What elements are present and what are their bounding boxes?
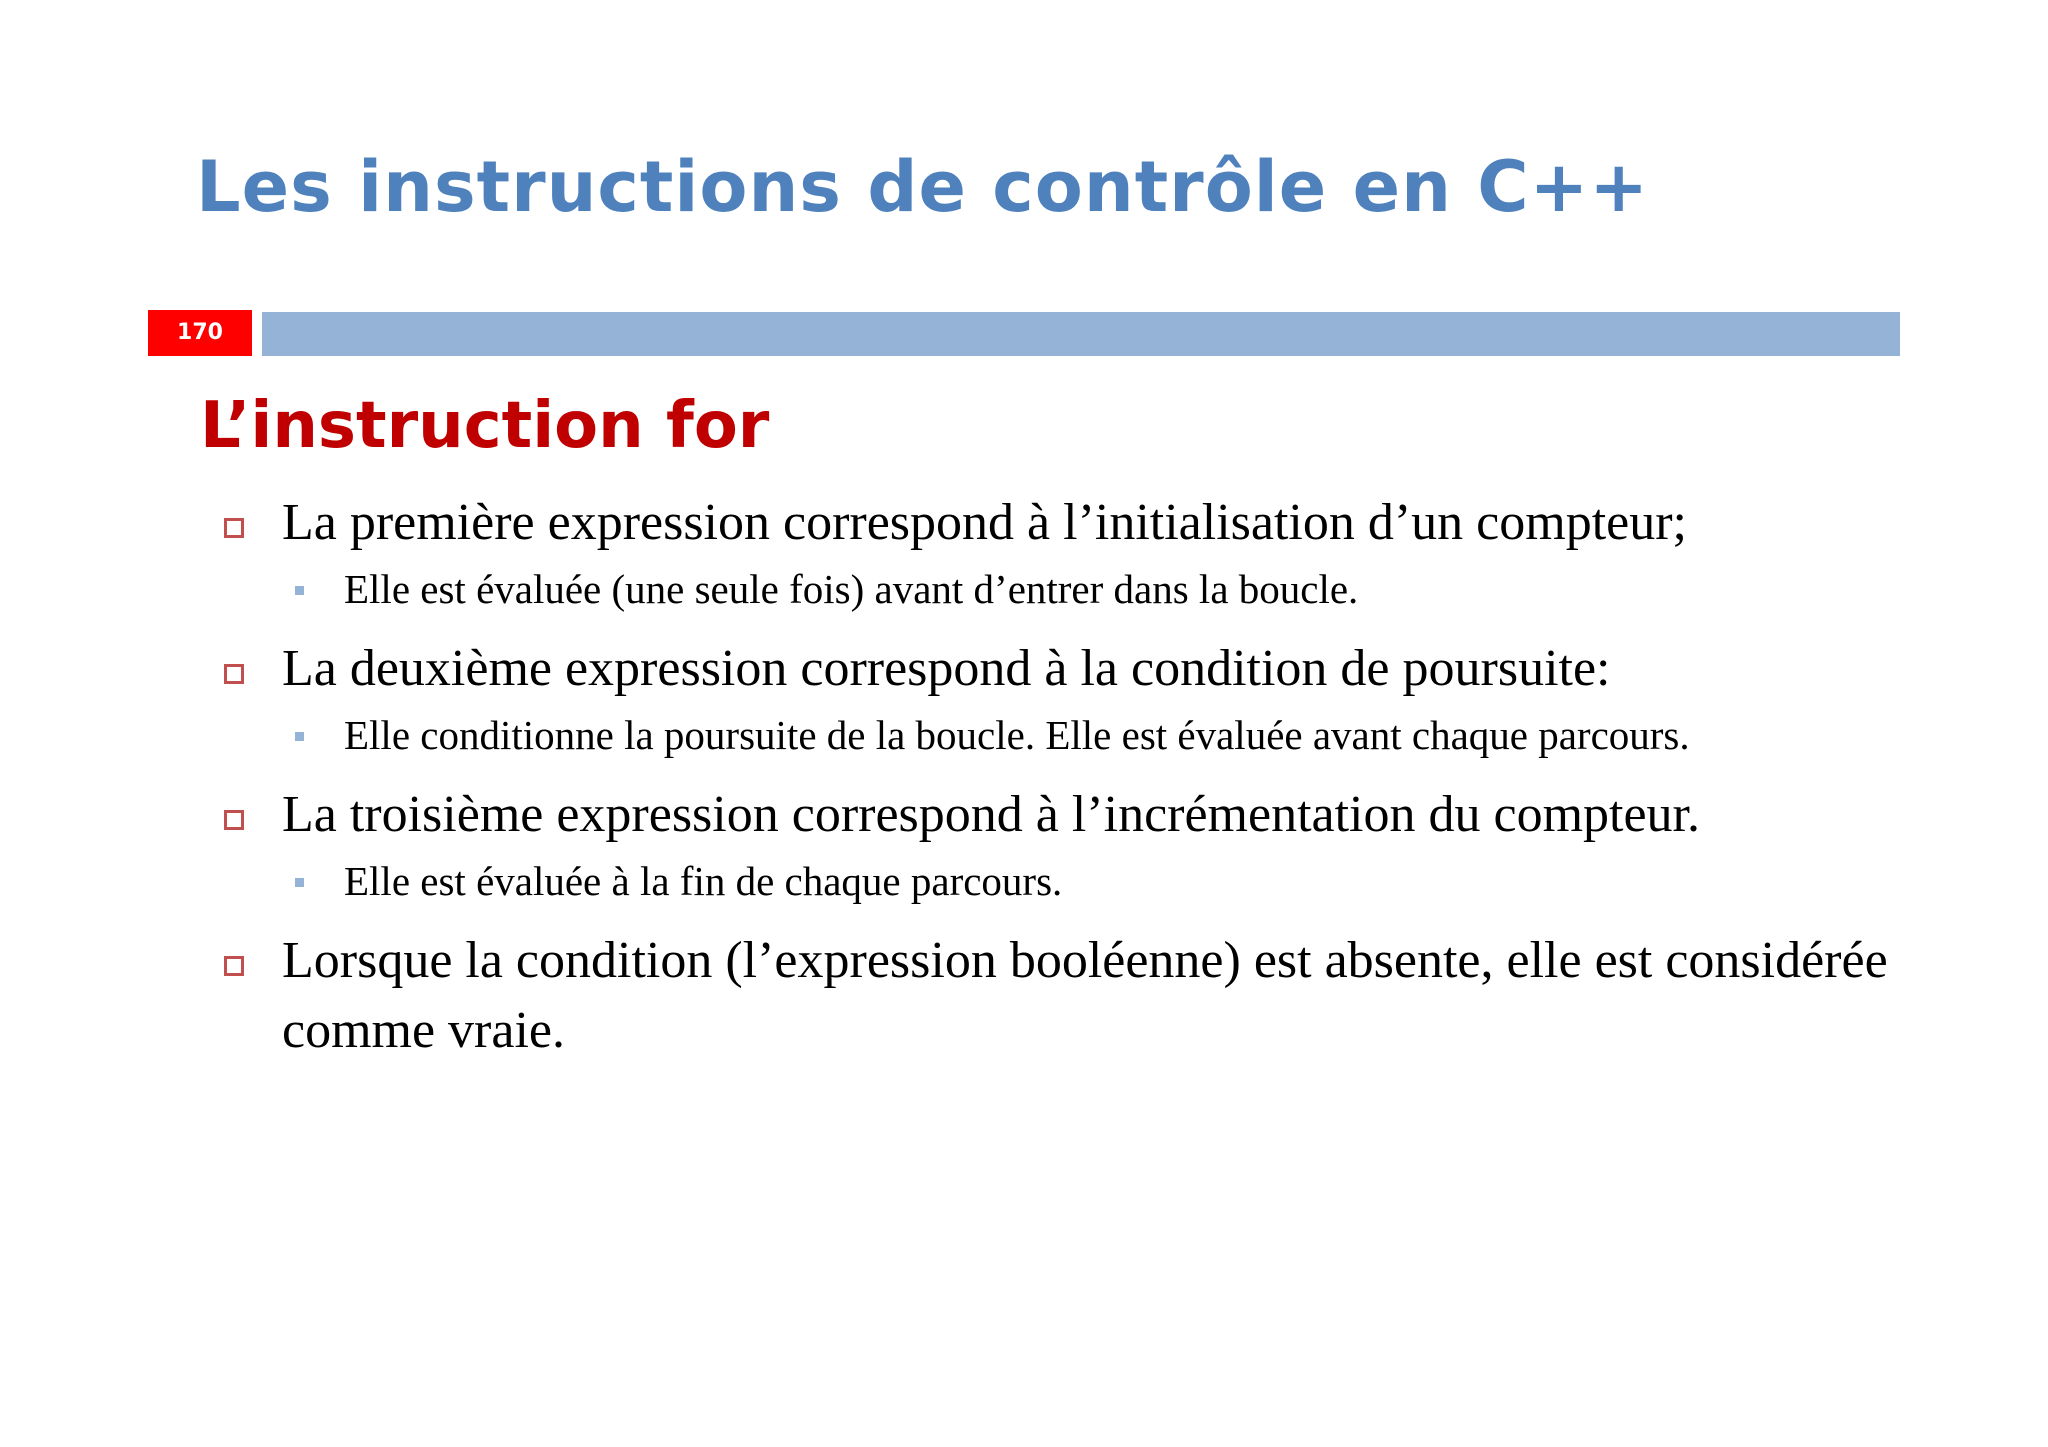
small-square-bullet-icon <box>295 878 304 887</box>
sub-bullet-text: Elle conditionne la poursuite de la boucle. Elle est évaluée avant chaque parcours. <box>344 712 1690 758</box>
bullet-item-2 <box>222 634 1902 704</box>
slide-title: Les instructions de contrôle en C++ <box>196 146 1649 228</box>
hollow-square-bullet-icon <box>224 956 244 976</box>
sub-bullet-text: Elle est évaluée (une seule fois) avant d’entrer dans la boucle. <box>344 566 1359 612</box>
hollow-square-bullet-icon <box>224 664 244 684</box>
bullet-text: La deuxième expression correspond à la condition de poursuite: <box>282 640 1611 697</box>
small-square-bullet-icon <box>295 732 304 741</box>
bullet-item-3 <box>222 780 1902 850</box>
bullet-text: La première expression correspond à l’initialisation d’un compteur; <box>282 494 1687 551</box>
page-number-badge: 170 <box>148 310 252 356</box>
hollow-square-bullet-icon <box>224 518 244 538</box>
header-bar <box>262 312 1900 356</box>
bullet-item-4 <box>222 926 1902 1066</box>
bullet-item-1 <box>222 488 1902 558</box>
sub-bullet-item-3 <box>344 852 1902 910</box>
bullet-list <box>222 488 1902 1066</box>
sub-bullet-item-2 <box>344 706 1902 764</box>
section-title: L’instruction for <box>200 389 770 463</box>
sub-bullet-item-1 <box>344 560 1902 618</box>
bullet-text: La troisième expression correspond à l’incrémentation du compteur. <box>282 786 1700 843</box>
hollow-square-bullet-icon <box>224 810 244 830</box>
sub-bullet-text: Elle est évaluée à la fin de chaque parcours. <box>344 858 1063 904</box>
bullet-text: Lorsque la condition (l’expression booléenne) est absente, elle est considérée comme vraie. <box>282 932 1888 1059</box>
small-square-bullet-icon <box>295 586 304 595</box>
